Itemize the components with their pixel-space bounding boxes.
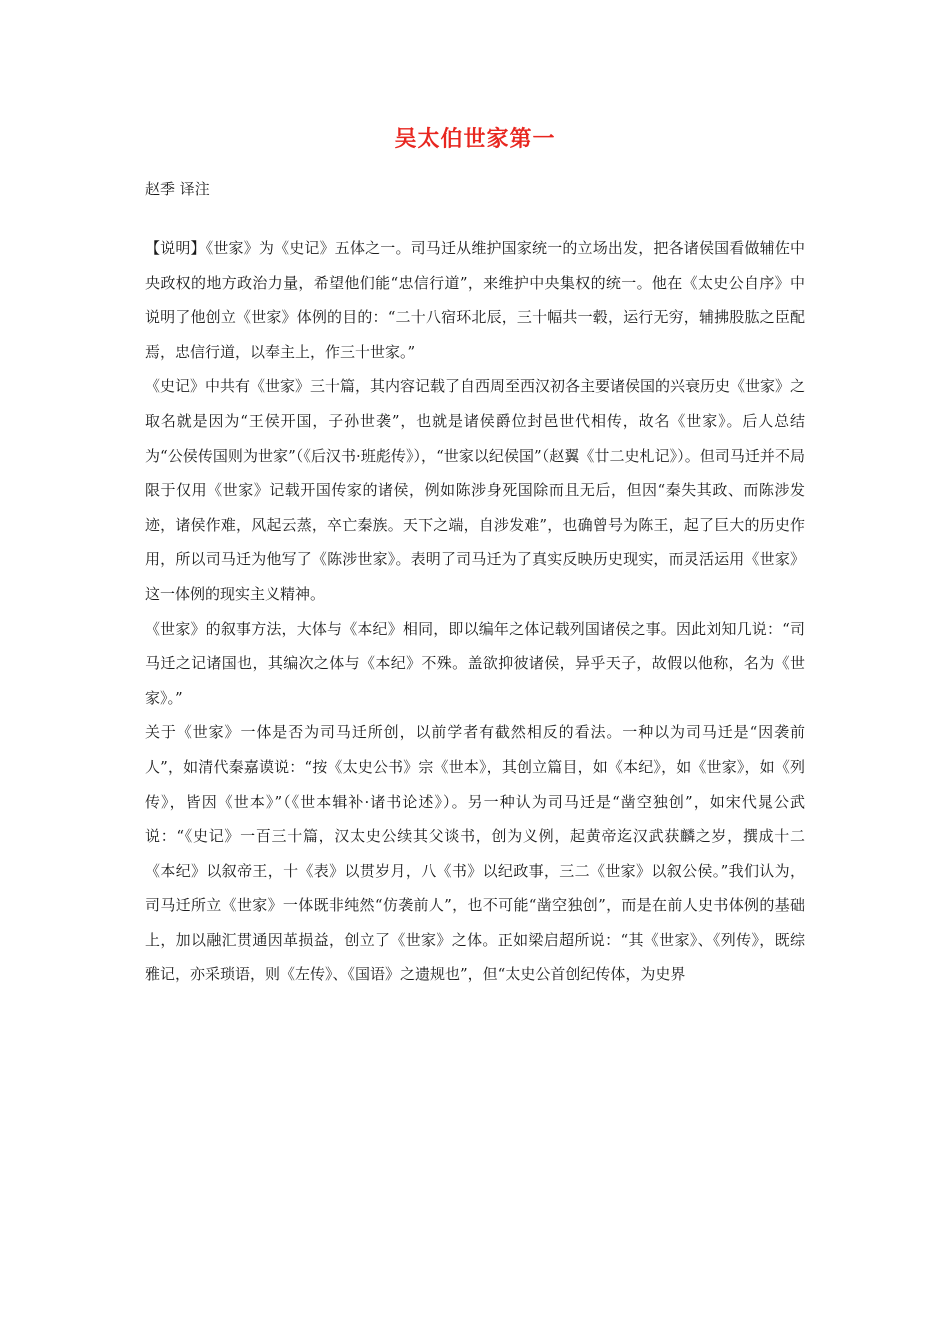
paragraph-explanation: 【说明】《世家》为《史记》五体之一。司马迁从维护国家统一的立场出发，把各诸侯国看做辅佐中央政权的地方政治力量，希望他们能“忠信行道”，来维护中央集权的统一。他在《太史公自序》中说明了他创立《世家》体例的目的：“二十八宿环北辰，三十幅共一毂，运行无穷，辅拂股肱之臣配焉，忠信行道，以奉主上，作三十世家。” [145, 239, 805, 361]
paragraph-shiji-shijia: 《史记》中共有《世家》三十篇，其内容记载了自西周至西汉初各主要诸侯国的兴衰历史《世家》之取名就是因为“王侯开国，子孙世袭”，也就是诸侯爵位封邑世代相传，故名《世家》。后人总结为“公侯传国则为世家”（《后汉书·班彪传》），“世家以纪侯国”（赵翼《廿二史札记》）。但司马迁并不局限于仅用《世家》记载开国传家的诸侯，例如陈涉身死国除而且无后，但因“秦失其政、而陈涉发迹，诸侯作难，风起云蒸，卒亡秦族。天下之端，自涉发难”，也确曾号为陈王，起了巨大的历史作用，所以司马迁为他写了《陈涉世家》。表明了司马迁为了真实反映历史现实，而灵活运用《世家》这一体例的现实主义精神。 [145, 377, 806, 603]
document-body [145, 231, 805, 992]
paragraph-narrative-method: 《世家》的叙事方法，大体与《本纪》相同，即以编年之体记载列国诸侯之事。因此刘知几说：“司马迁之记诸国也，其编次之体与《本纪》不殊。盖欲抑彼诸侯，异乎天子，故假以他称，名为《世家》。” [145, 619, 805, 707]
author-line: 赵季 译注 [145, 180, 210, 198]
paragraph-origin-debate: 关于《世家》一体是否为司马迁所创，以前学者有截然相反的看法。一种以为司马迁是“因袭前人”，如清代秦嘉谟说：“按《太史公书》宗《世本》，其创立篇目，如《本纪》，如《世家》，如《列传》，皆因《世本》”（《世本辑补·诸书论述》）。另一种认为司马迁是“凿空独创”，如宋代晁公武说：“《史记》一百三十篇，汉太史公续其父谈书，创为义例，起黄帝迄汉武获麟之岁，撰成十二《本纪》以叙帝王，十《表》以贯岁月，八《书》以纪政事，三二《世家》以叙公侯。”我们认为，司马迁所立《世家》一体既非纯然“仿袭前人”，也不可能“凿空独创”，而是在前人史书体例的基础上，加以融汇贯通因革损益，创立了《世家》之体。正如梁启超所说：“其《世家》、《列传》，既综雅记，亦采琐语，则《左传》、《国语》之遗规也”，但“太史公首创纪传体，为史界 [145, 723, 805, 984]
document-title: 吴太伯世家第一 [394, 126, 556, 152]
